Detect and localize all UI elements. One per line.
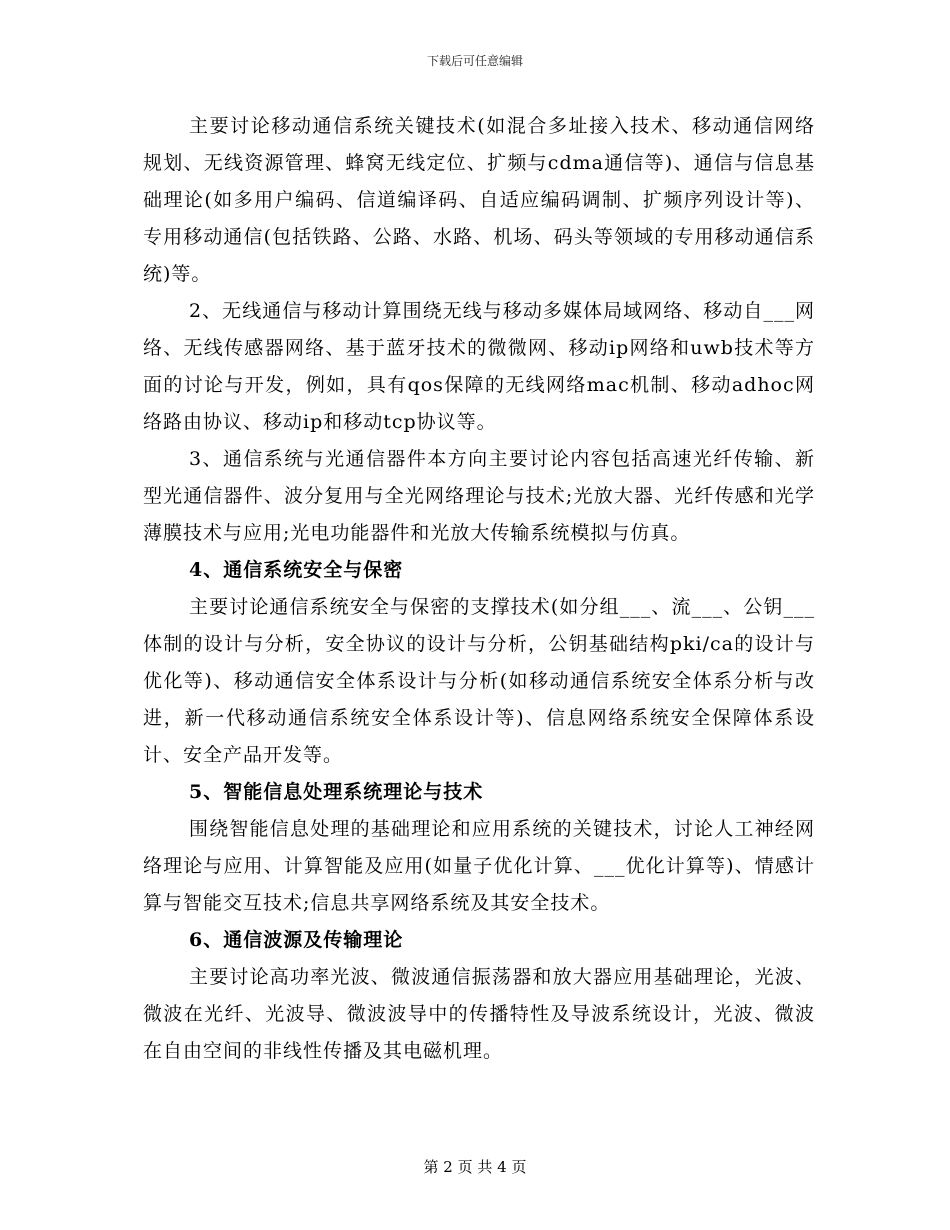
paragraph-optical-communication: 3、通信系统与光通信器件本方向主要讨论内容包括高速光纤传输、新型光通信器件、波分复用与全光网络理论与技术;光放大器、光纤传感和光学薄膜技术与应用;光电功能器件和光放大传输系统模拟与仿真。 (143, 448, 815, 544)
paragraph-intelligent-processing: 围绕智能信息处理的基础理论和应用系统的关键技术，讨论人工神经网络理论与应用、计算智能及应用(如量子优化计算、___优化计算等)、情感计算与智能交互技术;信息共享网络系统及其安全技术。 (143, 818, 815, 914)
header-note: 下载后可任意编辑 (426, 54, 523, 68)
paragraph-security: 主要讨论通信系统安全与保密的支撑技术(如分组___、流___、公钥___体制的设计与分析，安全协议的设计与分析，公钥基础结构pki/ca的设计与优化等)、移动通信安全体系设计与分析(如移动通信系统安全体系分析与改进，新一代移动通信系统安全体系设计等)、信息网络系统安全保障体系设计、安全产品开发等。 (143, 596, 815, 766)
document-body (143, 108, 815, 1070)
paragraph-mobile-communication: 主要讨论移动通信系统关键技术(如混合多址接入技术、移动通信网络规划、无线资源管理、蜂窝无线定位、扩频与cdma通信等)、通信与信息基础理论(如多用户编码、信道编译码、自适应编码调制、扩频序列设计等)、专用移动通信(包括铁路、公路、水路、机场、码头等领域的专用移动通信系统)等。 (143, 115, 815, 285)
page-number: 第 2 页 共 4 页 (423, 1158, 527, 1176)
heading-intelligent-processing: 5、智能信息处理系统理论与技术 (189, 781, 484, 803)
paragraph-wave-source: 主要讨论高功率光波、微波通信振荡器和放大器应用基础理论，光波、微波在光纤、光波导、微波波导中的传播特性及导波系统设计，光波、微波在自由空间的非线性传播及其电磁机理。 (143, 966, 815, 1062)
heading-wave-source: 6、通信波源及传输理论 (189, 929, 404, 951)
heading-security: 4、通信系统安全与保密 (189, 559, 404, 581)
paragraph-wireless-mobile-computing: 2、无线通信与移动计算围绕无线与移动多媒体局域网络、移动自___网络、无线传感器网络、基于蓝牙技术的微微网、移动ip网络和uwb技术等方面的讨论与开发，例如，具有qos保障的无线网络mac机制、移动adhoc网络路由协议、移动ip和移动tcp协议等。 (143, 300, 815, 433)
